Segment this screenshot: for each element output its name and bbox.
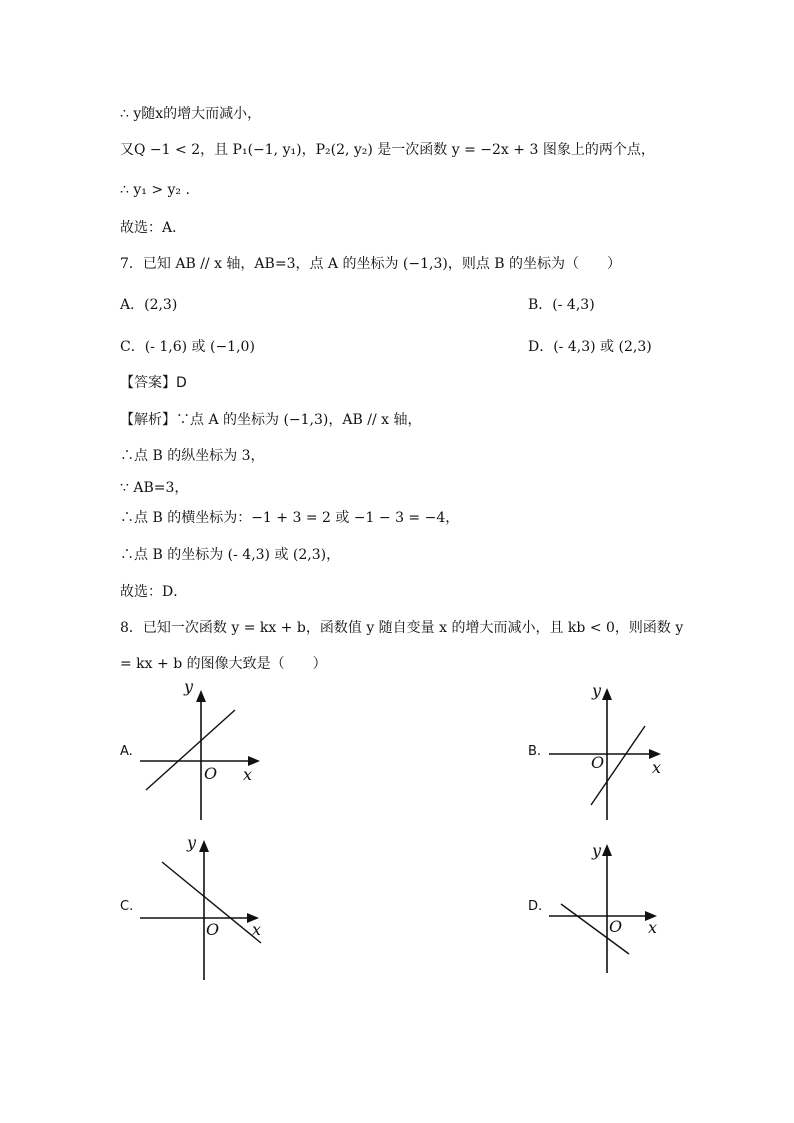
graph-d-origin: O (609, 917, 623, 936)
q7-option-a: A．(2,3) (120, 297, 178, 313)
graph-d-x-label: x (648, 918, 658, 937)
q7-option-d: D．(- 4,3) 或 (2,3) (528, 339, 652, 355)
question-8-line-2: = kx + b 的图像大致是（ ） (120, 656, 327, 672)
line-choose-a: 故选：A． (120, 220, 187, 236)
graph-a-origin: O (204, 764, 218, 783)
q7-explanation-5: ∴点 B 的坐标为 (- 4,3) 或 (2,3)， (120, 547, 341, 563)
q7-explanation-1: 【解析】∵点 A 的坐标为 (−1,3)，AB // x 轴， (120, 412, 422, 428)
graph-a-y-arrow (196, 690, 206, 702)
q7-explanation-6: 故选：D． (120, 584, 188, 600)
graph-b-origin: O (591, 753, 605, 772)
graph-c (140, 832, 275, 982)
graph-b-y-label: y (592, 681, 602, 700)
graph-a-y-label: y (184, 677, 194, 696)
graph-b-label: B. (528, 744, 542, 759)
question-7: 7．已知 AB // x 轴，AB=3，点 A 的坐标为 (−1,3)，则点 B 的坐标为（ ） (120, 256, 622, 272)
graph-d (545, 840, 675, 980)
q7-explanation-2: ∴点 B 的纵坐标为 3， (120, 448, 265, 464)
graph-d-y-label: y (592, 841, 602, 860)
graph-c-label: C. (120, 899, 134, 914)
graph-d-y-arrow (602, 844, 612, 856)
q7-explanation-4: ∴点 B 的横坐标为：−1 + 3 = 2 或 −1 − 3 = −4， (120, 510, 460, 526)
q7-answer: 【答案】D (120, 375, 187, 391)
graph-c-origin: O (206, 920, 220, 939)
line-points-on-function: 又Q −1 < 2，且 P₁(−1, y₁)，P₂(2, y₂) 是一次函数 y = −2x + 3 图象上的两个点， (120, 142, 655, 158)
graph-a (140, 677, 270, 825)
q7-option-b: B．(- 4,3) (528, 297, 595, 313)
graph-d-label: D. (528, 899, 543, 914)
graph-a-label: A. (120, 744, 133, 759)
q7-option-c: C．(- 1,6) 或 (−1,0) (120, 339, 255, 355)
graph-c-x-label: x (252, 920, 262, 939)
graph-c-y-arrow (199, 840, 209, 852)
graph-a-x-label: x (243, 765, 253, 784)
graph-b-y-arrow (602, 688, 612, 700)
q7-explanation-3: ∵ AB=3， (120, 480, 189, 496)
graph-a-function-line (146, 710, 235, 790)
graph-b (545, 680, 675, 825)
line-y-decreasing: ∴ y随x的增大而减小， (120, 106, 262, 122)
line-y1-gt-y2: ∴ y₁ > y₂ . (120, 182, 190, 198)
graph-c-y-label: y (187, 833, 197, 852)
graph-b-x-label: x (652, 758, 662, 777)
question-8-line-1: 8．已知一次函数 y = kx + b，函数值 y 随自变量 x 的增大而减小，且 kb < 0，则函数 y (120, 620, 684, 636)
